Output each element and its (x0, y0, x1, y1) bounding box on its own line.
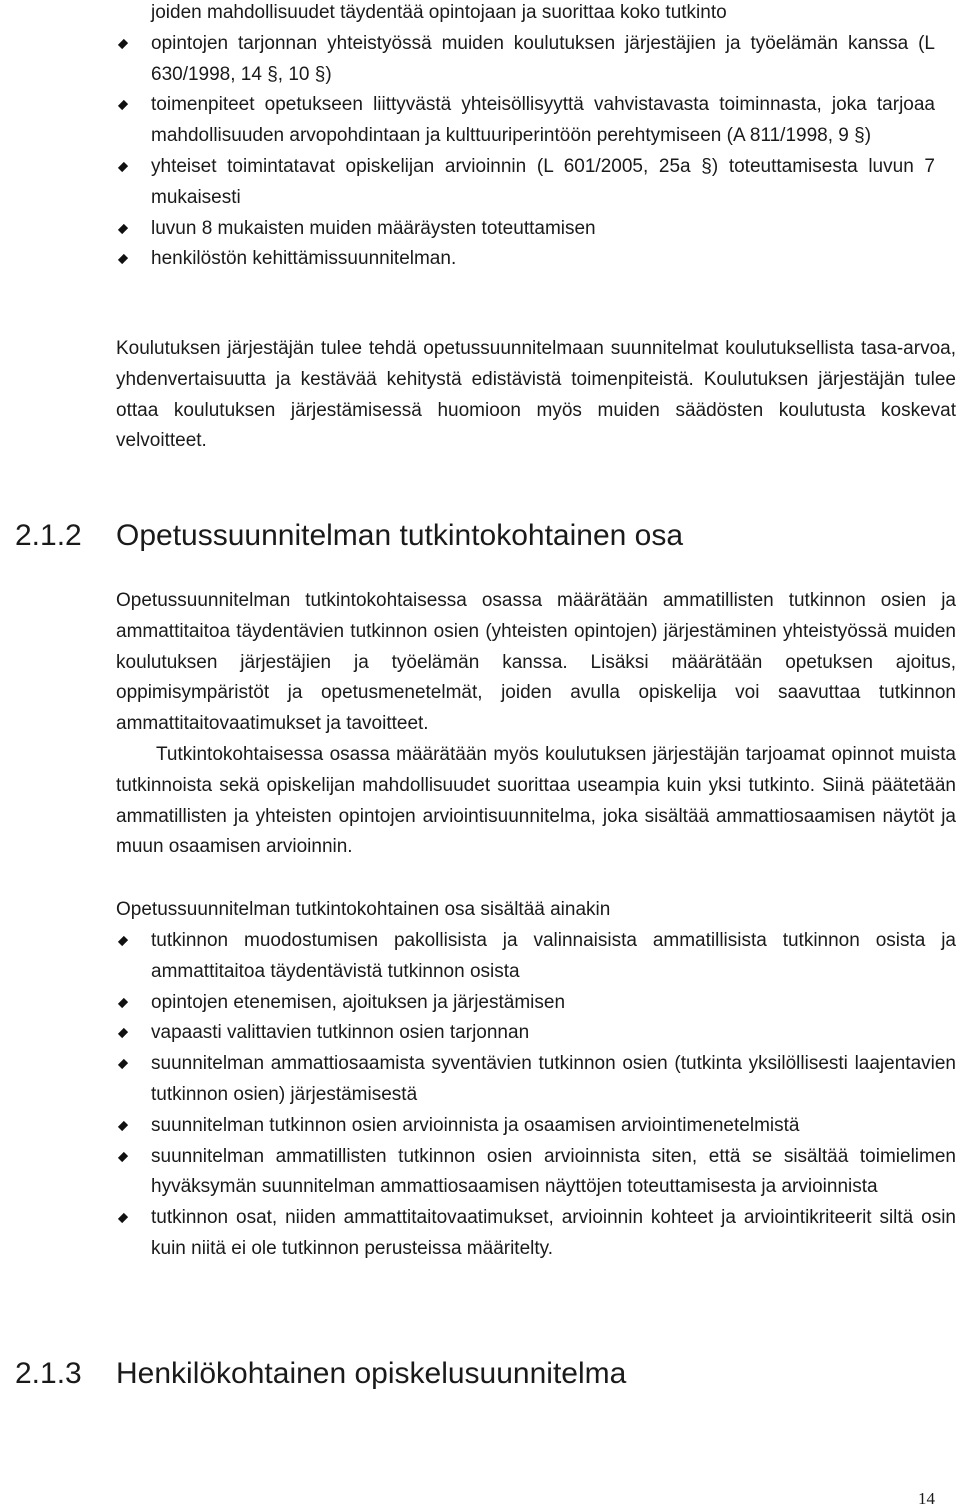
list-item: henkilöstön kehittämissuunnitelman. (116, 244, 935, 275)
section-number: 2.1.2 (15, 519, 82, 552)
section-title: Opetussuunnitelman tutkintokohtainen osa (116, 519, 684, 552)
section-heading (15, 1356, 936, 1392)
section-title: Henkilökohtainen opiskelusuunnitelma (116, 1357, 627, 1390)
diamond-bullet-icon (118, 99, 128, 112)
list-item: toimenpiteet opetukseen liittyvästä yhteisöllisyyttä vahvistavasta toiminnasta, joka tarjoaa mahdollisuuden arvopohdintaan ja kulttuuriperintöön perehtymiseen (A 811/1998, 9 §) (116, 90, 935, 152)
list-item: suunnitelman ammattiosaamista syventävien tutkinnon osien (tutkinta yksilöllisesti laajentavien tutkinnon osien) järjestämisestä (116, 1049, 956, 1111)
diamond-bullet-icon (118, 1212, 128, 1225)
list-item: suunnitelman ammatillisten tutkinnon osien arvioinnista siten, että se sisältää toimielimen hyväksymän suunnitelman ammattiosaamisen näyttöjen toteuttamisesta ja arvioinnista (116, 1142, 956, 1204)
list-item: opintojen etenemisen, ajoituksen ja järjestämisen (116, 988, 956, 1019)
diamond-bullet-icon (118, 1120, 128, 1133)
diamond-bullet-icon (118, 223, 128, 236)
list-item: opintojen tarjonnan yhteistyössä muiden koulutuksen järjestäjien ja työelämän kanssa (L 630/1998, 14 §, 10 §) (116, 29, 935, 91)
list-item: tutkinnon muodostumisen pakollisista ja valinnaisista ammatillisista tutkinnon osista ja ammattitaitoa täydentävistä tutkinnon osista (116, 926, 956, 988)
diamond-bullet-icon (118, 997, 128, 1010)
bullet-list-2 (116, 926, 956, 1265)
diamond-bullet-icon (118, 161, 128, 174)
list-item: tutkinnon osat, niiden ammattitaitovaatimukset, arvioinnin kohteet ja arviointikriteerit siltä osin kuin niitä ei ole tutkinnon perusteissa määritelty. (116, 1203, 956, 1265)
list-item: yhteiset toimintatavat opiskelijan arvioinnin (L 601/2005, 25a §) toteuttamisesta luvun 7 mukaisesti (116, 152, 935, 214)
diamond-bullet-icon (118, 253, 128, 266)
bullet-list-1 (116, 0, 935, 275)
section-heading (15, 518, 936, 554)
diamond-bullet-icon (118, 1027, 128, 1040)
paragraph: Opetussuunnitelman tutkintokohtaisessa osassa määrätään ammatillisten tutkinnon osien ja ammattitaitoa täydentävien tutkinnon osien (yhteisten opintojen) järjestäminen yhteistyössä muiden koulutuksen järjestäjien ja työelämän kanssa. Lisäksi määrätään opetuksen ajoitus, oppimisympäristöt ja opetusmenetelmät, joiden avulla opiskelija voi saavuttaa tutkinnon ammattitaitovaatimukset ja tavoitteet. (116, 590, 956, 735)
page-number: 14 (918, 1489, 935, 1508)
diamond-bullet-icon (118, 38, 128, 51)
section-number: 2.1.3 (15, 1357, 82, 1390)
list-item: suunnitelman tutkinnon osien arvioinnista ja osaamisen arviointimenetelmistä (116, 1111, 956, 1142)
list-item: vapaasti valittavien tutkinnon osien tarjonnan (116, 1018, 956, 1049)
paragraph: Koulutuksen järjestäjän tulee tehdä opetussuunnitelmaan suunnitelmat koulutuksellista tasa-arvoa, yhdenvertaisuutta ja kestävää kehitystä edistävistä toimenpiteistä. Koulutuksen järjestäjän tulee ottaa koulutuksen järjestämisessä huomioon myös muiden säädösten koulutusta koskevat velvoitteet. (116, 338, 956, 452)
list-item: joiden mahdollisuudet täydentää opintojaan ja suorittaa koko tutkinto (151, 2, 727, 23)
diamond-bullet-icon (118, 1151, 128, 1164)
diamond-bullet-icon (118, 1058, 128, 1071)
list-item: luvun 8 mukaisten muiden määräysten toteuttamisen (116, 214, 935, 245)
paragraph: Opetussuunnitelman tutkintokohtainen osa sisältää ainakin (116, 899, 611, 920)
diamond-bullet-icon (118, 935, 128, 948)
paragraph: Tutkintokohtaisessa osassa määrätään myös koulutuksen järjestäjän tarjoamat opinnot muista tutkinnoista sekä opiskelijan mahdollisuudet suorittaa useampia kuin yksi tutkinto. Siinä päätetään ammatillisten ja yhteisten opintojen arviointisuunnitelma, joka sisältää ammattiosaamisen näytöt ja muun osaamisen arvioinnin. (116, 744, 956, 858)
